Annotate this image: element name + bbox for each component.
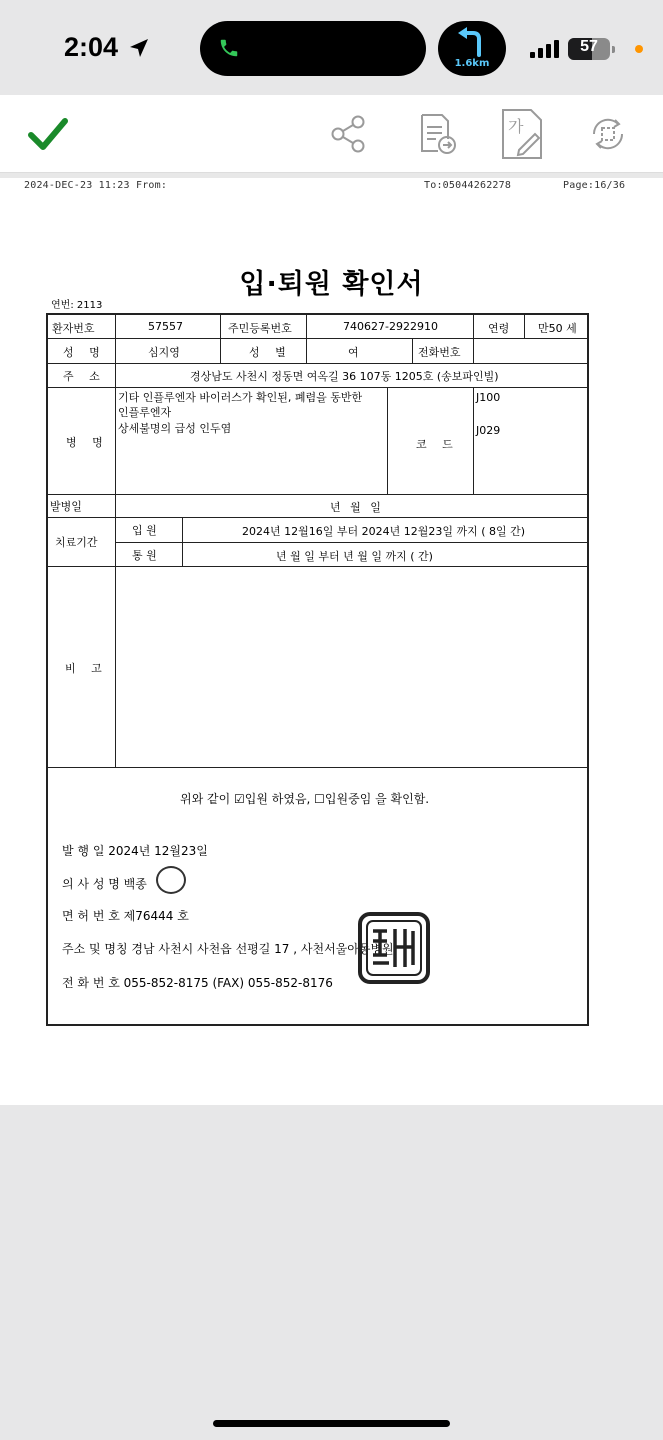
issue-date: 발 행 일 2024년 12월23일	[62, 844, 208, 858]
share-icon	[329, 114, 367, 154]
col-divider	[182, 517, 183, 566]
serial-number: 연번: 2113	[51, 300, 103, 311]
battery-icon	[568, 38, 610, 60]
value-sex: 여	[348, 346, 359, 359]
hospital-address: 주소 및 명칭 경남 사천시 사천읍 선평길 17 , 사천서울아동병원	[62, 942, 394, 956]
col-divider	[473, 338, 474, 363]
row-divider	[47, 363, 589, 364]
label-diagnosis: 병 명	[66, 436, 109, 449]
label-sex: 성 별	[249, 346, 292, 359]
edit-button[interactable]	[494, 95, 550, 173]
label-address: 주 소	[63, 370, 106, 383]
col-divider	[473, 387, 474, 494]
value-code-2: J029	[476, 424, 501, 437]
fax-header-from: 2024-DEC-23 11:23 From:	[24, 180, 168, 191]
viewer-toolbar	[0, 95, 663, 173]
document-send-icon	[418, 113, 458, 155]
col-divider	[306, 314, 307, 363]
row-divider	[47, 338, 589, 339]
battery-level: 57	[580, 38, 598, 55]
hospital-phone-fax: 전 화 번 호 055-852-8175 (FAX) 055-852-8176	[62, 976, 333, 990]
done-button[interactable]	[18, 95, 78, 173]
col-divider	[412, 338, 413, 363]
cellular-signal-icon	[530, 40, 562, 58]
label-resident-no: 주민등록번호	[228, 322, 292, 335]
confirmation-statement: 위와 같이 ☑입원 하였음, ☐입원중임 을 확인함.	[180, 792, 430, 806]
label-code: 코 드	[416, 438, 459, 451]
export-button[interactable]	[410, 95, 466, 173]
fax-header-to: To:05044262278	[424, 180, 512, 191]
col-divider	[387, 387, 388, 494]
location-arrow-icon	[128, 37, 150, 59]
rotate-button[interactable]	[580, 95, 636, 173]
value-age: 만50 세	[538, 322, 577, 335]
privacy-indicator-dot	[635, 45, 643, 53]
row-divider	[47, 494, 589, 495]
label-remarks: 비 고	[65, 662, 108, 675]
doctor-seal-icon	[156, 866, 186, 894]
label-outpatient: 통 원	[132, 549, 157, 562]
nav-distance: 1.6km	[454, 58, 490, 69]
col-divider	[473, 314, 474, 338]
edit-text-icon	[501, 108, 543, 160]
value-diagnosis-line1: 기타 인플루엔자 바이러스가 확인된, 폐렴을 동반한	[118, 391, 363, 404]
col-divider	[220, 314, 221, 363]
license-number: 면 허 번 호 제76444 호	[62, 909, 189, 923]
value-name: 심지영	[148, 346, 180, 359]
label-phone: 전화번호	[418, 346, 461, 359]
svg-text:가: 가	[508, 117, 524, 136]
row-divider	[47, 517, 589, 518]
value-outpatient-period: 년 월 일 부터 년 월 일 까지 ( 간)	[276, 550, 433, 563]
row-divider	[115, 542, 589, 543]
status-time: 2:04	[64, 32, 119, 62]
battery-cap	[612, 46, 615, 53]
document-title: 입·퇴원 확인서	[239, 269, 424, 300]
col-divider	[115, 314, 116, 767]
fax-header-page: Page:16/36	[563, 180, 626, 191]
label-patient-no: 환자번호	[52, 322, 95, 335]
rotate-icon	[588, 114, 628, 154]
doctor-name: 의 사 성 명 백종	[62, 877, 147, 891]
value-diagnosis-line3: 상세불명의 급성 인두염	[118, 422, 232, 435]
value-patient-no: 57557	[148, 320, 183, 333]
value-resident-no: 740627-2922910	[343, 320, 438, 333]
checkmark-icon	[28, 117, 68, 151]
label-inpatient: 입 원	[132, 524, 157, 537]
label-onset: 발병일	[50, 500, 82, 513]
home-indicator[interactable]	[213, 1420, 450, 1427]
share-button[interactable]	[320, 95, 376, 173]
value-code-1: J100	[476, 391, 501, 404]
row-divider	[47, 566, 589, 567]
label-age: 연령	[488, 322, 510, 335]
col-divider	[524, 314, 525, 338]
viewer-background	[0, 1105, 663, 1440]
value-address: 경상남도 사천시 정동면 여옥길 36 107동 1205호 (송보파인빌)	[190, 370, 499, 383]
turn-left-icon	[455, 27, 489, 57]
row-divider	[47, 767, 589, 768]
row-divider	[47, 387, 589, 388]
label-name: 성 명	[63, 346, 106, 359]
hospital-stamp-icon	[357, 911, 431, 985]
value-onset: 년 월 일	[330, 501, 381, 514]
value-inpatient-period: 2024년 12월16일 부터 2024년 12월23일 까지 ( 8일 간)	[242, 525, 526, 538]
label-period: 치료기간	[55, 536, 98, 549]
phone-call-icon[interactable]	[218, 37, 240, 59]
value-diagnosis-line2: 인플루엔자	[118, 406, 172, 419]
